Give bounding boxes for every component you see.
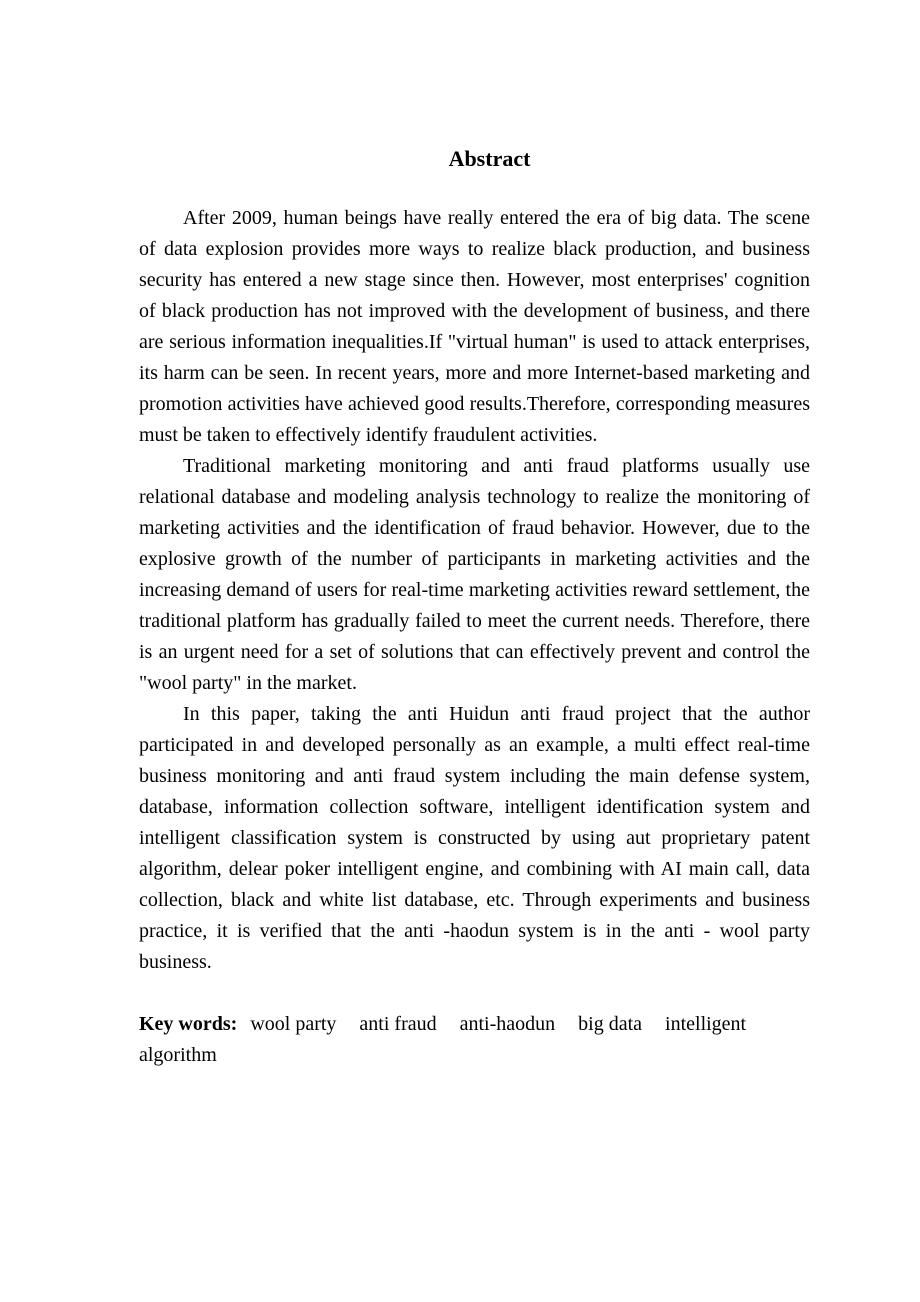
keyword-term: wool party <box>250 1013 337 1035</box>
abstract-title: Abstract <box>448 146 531 171</box>
keyword-term: anti fraud <box>359 1013 437 1035</box>
abstract-paragraph-3: In this paper, taking the anti Huidun anti fraud project that the author participated in and developed personally as an example, a multi effect real-time business monitoring and anti fraud system including the main defense system, database, information collection software, intelligent identification system and intelligent classification system is constructed by using aut proprietary patent algorithm, delear poker intelligent engine, and combining with AI main call, data collection, black and white list database, etc. Through experiments and business practice, it is verified that the anti -haodun system is in the anti - wool party business. <box>139 703 810 973</box>
keywords-label: Key words: <box>139 1013 238 1035</box>
keyword-term: big data <box>578 1013 643 1035</box>
keywords-line <box>139 1009 789 1071</box>
keyword-term: intelligent algorithm <box>139 1013 747 1066</box>
abstract-paragraph-2: Traditional marketing monitoring and anti fraud platforms usually use relational database and modeling analysis technology to realize the monitoring of marketing activities and the identification of fraud behavior. However, due to the explosive growth of the number of participants in marketing activities and the increasing demand of users for real-time marketing activities reward settlement, the traditional platform has gradually failed to meet the current needs. Therefore, there is an urgent need for a set of solutions that can effectively prevent and control the "wool party" in the market. <box>139 455 810 694</box>
keyword-term: anti-haodun <box>459 1013 556 1035</box>
abstract-paragraph-1: After 2009, human beings have really entered the era of big data. The scene of data explosion provides more ways to realize black production, and business security has entered a new stage since then. However, most enterprises' cognition of black production has not improved with the development of business, and there are serious information inequalities.If "virtual human" is used to attack enterprises, its harm can be seen. In recent years, more and more Internet-based marketing and promotion activities have achieved good results.Therefore, corresponding measures must be taken to effectively identify fraudulent activities. <box>139 207 810 446</box>
abstract-body <box>139 203 810 978</box>
